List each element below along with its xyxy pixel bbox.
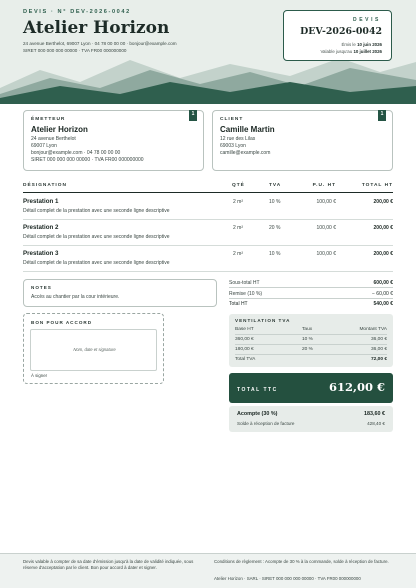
vat-rate: 20 %: [302, 347, 313, 352]
company-legal-line: SIRET 000 000 000 00000 · TVA FR00 000000000: [23, 48, 127, 53]
discount-row: [229, 291, 393, 297]
item-tva: 20 %: [269, 225, 281, 231]
footer-validity-note: Devis valable à compter de sa date d'émission jusqu'à la date de validité indiquée, sous réserve d'acceptation par le client. Bon pour accord à dater et signer.: [23, 559, 194, 571]
item-description: Détail complet de la prestation avec une seconde ligne descriptive: [23, 208, 170, 214]
table-row: [23, 194, 393, 220]
client-line: 12 rue des Lilas: [220, 136, 256, 142]
discount-label: Remise (10 %): [229, 291, 263, 297]
vat-total-label: Total TVA: [235, 357, 256, 362]
col-total: TOTAL HT: [361, 183, 393, 188]
vat-base: 360,00 €: [235, 337, 254, 342]
vat-breakdown-box: [229, 314, 393, 367]
notes-title: NOTES: [31, 285, 52, 290]
divider: [229, 287, 393, 288]
emitter-line: bonjour@example.com · 04 78 00 00 00: [31, 150, 121, 156]
approval-title: BON POUR ACCORD: [31, 320, 93, 325]
emitter-name: Atelier Horizon: [31, 125, 88, 134]
devis-number: DEV-2026-0042: [300, 26, 382, 37]
vat-col-base: Base HT: [235, 327, 254, 332]
company-name: Atelier Horizon: [23, 18, 170, 38]
vat-col-amount: Montant TVA: [359, 327, 387, 332]
signature-hint: Nom, date et signature: [73, 347, 116, 352]
vat-amount: 36,00 €: [370, 337, 387, 342]
deposit-box: [229, 406, 393, 432]
client-card: [212, 110, 393, 171]
divider: [235, 334, 387, 335]
item-total: 200,00 €: [373, 199, 393, 205]
footer-payment-terms: Conditions de règlement : Acompte de 30 % à la commande, solde à réception de facture.: [214, 559, 389, 564]
divider: [229, 298, 393, 299]
balance-label: Solde à réception de facture: [237, 421, 295, 426]
footer-legal-line: Atelier Horizon · SARL · SIRET 000 000 000 00000 · TVA FR00 000000000: [214, 576, 361, 581]
total-ttc-box: [229, 373, 393, 403]
company-address-line: 24 avenue Berthelot, 69007 Lyon · 04 78 00 00 00 · bonjour@example.com: [23, 41, 177, 46]
divider: [235, 354, 387, 355]
item-name: Prestation 3: [23, 250, 59, 257]
notes-text: Accès au chantier par la cour intérieure.: [31, 294, 120, 300]
vat-col-rate: Taux: [302, 327, 313, 332]
subtotal-value: 600,00 €: [373, 280, 393, 286]
document-kicker: DEVIS · N° DEV-2026-0042: [23, 9, 131, 15]
client-name: Camille Martin: [220, 125, 275, 134]
total-ttc-label: TOTAL TTC: [237, 387, 278, 393]
total-ttc-value: 612,00 €: [328, 380, 385, 394]
col-tva: TVA: [269, 183, 282, 188]
emitter-card: [23, 110, 204, 171]
bookmark-badge: 1: [189, 110, 197, 121]
client-tag: CLIENT: [220, 117, 244, 122]
issue-date-row: [341, 42, 382, 47]
validity-date-value: 10 juillet 2026: [353, 49, 382, 54]
bookmark-badge: 1: [378, 110, 386, 121]
emitter-tag: ÉMETTEUR: [31, 117, 66, 122]
item-unit-price: 100,00 €: [316, 199, 336, 205]
vat-breakdown-title: VENTILATION TVA: [235, 318, 291, 323]
signature-area[interactable]: [30, 329, 157, 371]
item-name: Prestation 2: [23, 224, 59, 231]
item-unit-price: 100,00 €: [316, 225, 336, 231]
deposit-label: Acompte (30 %): [237, 411, 278, 417]
item-qty: 2 m²: [233, 199, 243, 205]
item-tva: 10 %: [269, 199, 281, 205]
balance-value: 428,40 €: [367, 421, 385, 426]
header-band: [0, 0, 416, 104]
item-total: 200,00 €: [373, 251, 393, 257]
subtotal-row: [229, 280, 393, 286]
sign-status: À signer: [31, 373, 48, 378]
devis-info-box: [283, 10, 392, 61]
client-email: camille@example.com: [220, 150, 271, 156]
table-row: [23, 246, 393, 272]
item-tva: 10 %: [269, 251, 281, 257]
emitter-line: 24 avenue Berthelot: [31, 136, 76, 142]
devis-label: DEVIS: [352, 17, 381, 23]
items-table-header: [23, 181, 393, 193]
notes-box: [23, 279, 217, 307]
emitter-line: 69007 Lyon: [31, 143, 57, 149]
item-description: Détail complet de la prestation avec une seconde ligne descriptive: [23, 234, 170, 240]
vat-rate: 10 %: [302, 337, 313, 342]
col-qty: QTÉ: [232, 183, 245, 188]
validity-date-row: [320, 49, 382, 54]
validity-date-label: Valable jusqu'au: [320, 49, 353, 54]
issue-date-label: Émis le: [341, 42, 356, 47]
vat-amount: 36,00 €: [370, 347, 387, 352]
item-unit-price: 100,00 €: [316, 251, 336, 257]
footer: [0, 553, 416, 588]
emitter-line: SIRET 000 000 000 00000 · TVA FR00 000000000: [31, 157, 144, 163]
client-line: 69003 Lyon: [220, 143, 246, 149]
item-name: Prestation 1: [23, 198, 59, 205]
deposit-value: 183,60 €: [364, 411, 385, 417]
col-unit-price: P.U. HT: [312, 183, 336, 188]
total-ht-label: Total HT: [229, 301, 248, 307]
item-qty: 2 m²: [233, 225, 243, 231]
item-total: 200,00 €: [373, 225, 393, 231]
item-description: Détail complet de la prestation avec une seconde ligne descriptive: [23, 260, 170, 266]
table-row: [23, 220, 393, 246]
discount-value: − 60,00 €: [372, 291, 393, 297]
col-designation: DÉSIGNATION: [23, 183, 67, 188]
divider: [235, 344, 387, 345]
issue-date-value: 10 juin 2026: [357, 42, 382, 47]
total-ht-value: 540,00 €: [373, 301, 393, 307]
vat-base: 180,00 €: [235, 347, 254, 352]
total-ht-row: [229, 301, 393, 307]
approval-box: [23, 313, 164, 384]
item-qty: 2 m²: [233, 251, 243, 257]
subtotal-label: Sous-total HT: [229, 280, 260, 286]
vat-total-value: 72,00 €: [370, 357, 387, 362]
